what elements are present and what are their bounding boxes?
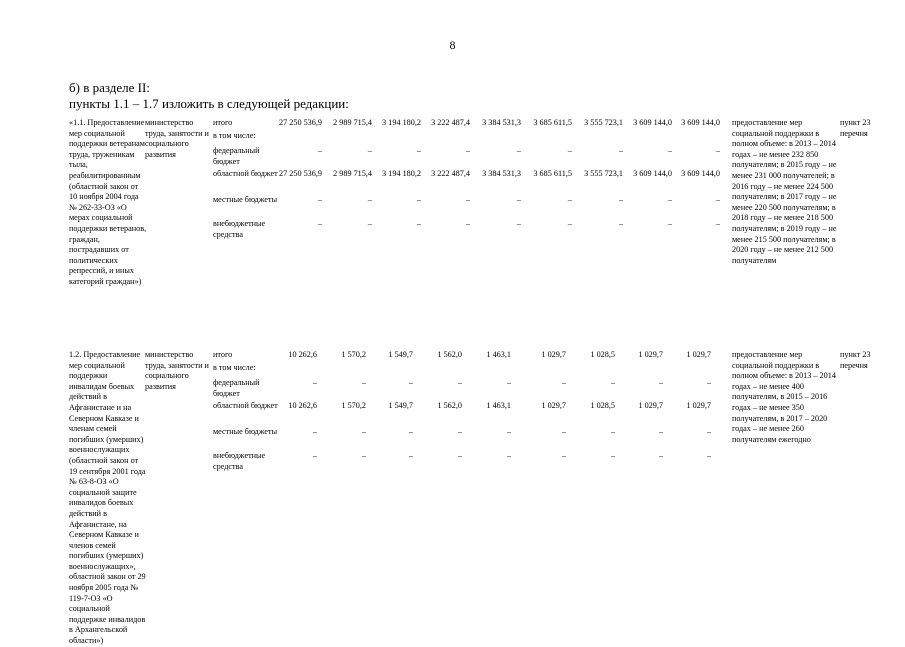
funding-row-label: местные бюджеты <box>213 427 278 436</box>
funding-value: – <box>506 427 511 436</box>
responsible-org: министерство труда, занятости и социального развития <box>145 118 209 159</box>
funding-value: – <box>706 378 711 387</box>
funding-value: – <box>561 427 566 436</box>
funding-value: – <box>408 451 413 460</box>
funding-value: 1 562,0 <box>437 350 462 359</box>
funding-value: 3 685 611,5 <box>533 169 572 178</box>
funding-row-label: местные бюджеты <box>213 195 278 204</box>
funding-value: 3 685 611,5 <box>533 118 572 127</box>
funding-value: 1 029,7 <box>638 401 663 410</box>
funding-row-label: в том числе: <box>213 363 256 372</box>
funding-row-label: итого <box>213 118 233 127</box>
funding-value: – <box>317 195 322 204</box>
funding-row-label: внебюджетные средства <box>213 219 266 239</box>
funding-value: – <box>408 378 413 387</box>
funding-value: – <box>317 146 322 155</box>
funding-value: 3 555 723,1 <box>584 118 623 127</box>
heading-line-2: пункты 1.1 – 1.7 изложить в следующей редакции: <box>69 96 349 111</box>
funding-value: 3 555 723,1 <box>584 169 623 178</box>
funding-value: – <box>457 378 462 387</box>
funding-value: – <box>567 146 572 155</box>
funding-value: – <box>658 427 663 436</box>
funding-value: 1 463,1 <box>486 401 511 410</box>
funding-value: 10 262,6 <box>288 350 317 359</box>
funding-value: – <box>516 146 521 155</box>
funding-value: 1 029,7 <box>638 350 663 359</box>
funding-value: 1 570,2 <box>341 350 366 359</box>
funding-value: – <box>618 195 623 204</box>
funding-value: 3 609 144,0 <box>681 118 720 127</box>
expected-result: предоставление мер социальной поддержки в полном объеме: в 2013 – 2014 годах – не менее 232 850 получателям; в 2015 году – не менее 231 000 получателей; в 2016 году – не менее 224 500 получателям; в 2017 году – не менее 220 500 получателям; в 2018 году – не менее 218 500 получателям; в 2019 году – не менее 215 500 получателям; в 2020 году – не менее 212 500 получателям <box>732 118 837 265</box>
funding-value: – <box>658 451 663 460</box>
funding-value: – <box>312 378 317 387</box>
funding-value: – <box>465 195 470 204</box>
heading-line-1: б) в разделе II: <box>69 80 150 95</box>
funding-row-label: федеральный бюджет <box>213 378 260 398</box>
funding-value: 1 549,7 <box>388 401 413 410</box>
funding-value: 3 194 180,2 <box>382 169 421 178</box>
funding-value: 10 262,6 <box>288 401 317 410</box>
funding-row-label: внебюджетные средства <box>213 451 266 471</box>
measure-name: «1.1. Предоставление мер социальной поддержки ветеранам труда, труженикам тыла, реабилитированным (областной закон от 10 ноября 2004 года № 262-33-ОЗ «О мерах социальной поддержки ветеранов, граждан, пострадавших от политических репрессий, и иных категорий граждан») <box>69 118 147 286</box>
funding-value: – <box>667 219 672 228</box>
funding-value: – <box>457 427 462 436</box>
funding-row-label: в том числе: <box>213 131 256 140</box>
funding-value: 27 250 536,9 <box>279 118 322 127</box>
funding-row-label: областной бюджет <box>213 401 278 410</box>
funding-value: – <box>408 427 413 436</box>
funding-value: – <box>561 378 566 387</box>
funding-value: – <box>361 378 366 387</box>
funding-value: 27 250 536,9 <box>279 169 322 178</box>
funding-value: – <box>667 195 672 204</box>
funding-value: 1 562,0 <box>437 401 462 410</box>
funding-value: – <box>361 451 366 460</box>
funding-row-label: федеральный бюджет <box>213 146 260 166</box>
funding-value: – <box>312 451 317 460</box>
funding-value: 3 384 531,3 <box>482 118 521 127</box>
funding-value: 1 029,7 <box>541 350 566 359</box>
funding-value: – <box>618 219 623 228</box>
funding-value: 1 029,7 <box>686 401 711 410</box>
funding-value: 3 222 487,4 <box>431 118 470 127</box>
funding-value: – <box>465 146 470 155</box>
funding-value: 2 989 715,4 <box>333 118 372 127</box>
funding-value: – <box>516 195 521 204</box>
list-reference: пункт 23 перечня <box>840 350 871 370</box>
funding-value: – <box>317 219 322 228</box>
funding-value: 2 989 715,4 <box>333 169 372 178</box>
funding-value: 3 222 487,4 <box>431 169 470 178</box>
funding-value: – <box>367 219 372 228</box>
funding-value: – <box>561 451 566 460</box>
funding-value: 1 028,5 <box>590 350 615 359</box>
funding-value: – <box>367 195 372 204</box>
funding-value: – <box>715 219 720 228</box>
funding-value: – <box>610 378 615 387</box>
funding-value: – <box>516 219 521 228</box>
funding-value: – <box>416 146 421 155</box>
funding-value: – <box>618 146 623 155</box>
funding-value: – <box>706 427 711 436</box>
funding-value: – <box>506 378 511 387</box>
funding-value: – <box>506 451 511 460</box>
funding-value: – <box>416 195 421 204</box>
funding-value: – <box>567 195 572 204</box>
responsible-org: министерство труда, занятости и социального развития <box>145 350 209 391</box>
funding-value: – <box>610 451 615 460</box>
funding-value: – <box>457 451 462 460</box>
funding-value: 1 029,7 <box>686 350 711 359</box>
funding-value: – <box>312 427 317 436</box>
funding-value: – <box>367 146 372 155</box>
funding-value: – <box>610 427 615 436</box>
funding-value: 1 029,7 <box>541 401 566 410</box>
funding-value: – <box>715 195 720 204</box>
funding-value: 3 609 144,0 <box>633 169 672 178</box>
funding-value: 1 570,2 <box>341 401 366 410</box>
funding-row-label: областной бюджет <box>213 169 278 178</box>
funding-value: – <box>465 219 470 228</box>
funding-value: 3 609 144,0 <box>681 169 720 178</box>
funding-value: – <box>706 451 711 460</box>
funding-value: 1 549,7 <box>388 350 413 359</box>
funding-value: – <box>658 378 663 387</box>
funding-value: 3 609 144,0 <box>633 118 672 127</box>
page-number: 8 <box>449 38 456 52</box>
funding-value: 1 463,1 <box>486 350 511 359</box>
funding-value: 3 384 531,3 <box>482 169 521 178</box>
list-reference: пункт 23 перечня <box>840 118 871 138</box>
funding-value: – <box>567 219 572 228</box>
funding-value: 1 028,5 <box>590 401 615 410</box>
funding-value: – <box>361 427 366 436</box>
funding-row-label: итого <box>213 350 233 359</box>
funding-value: – <box>667 146 672 155</box>
funding-value: 3 194 180,2 <box>382 118 421 127</box>
measure-name: 1.2. Предоставление мер социальной поддержки инвалидам боевых действий в Афганистане и на Северном Кавказе и членам семей погибших (умерших) военнослужащих (областной закон от 19 сентября 2001 года № 63-8-ОЗ «О социальной защите инвалидов боевых действий в Афганистане, на Северном Кавказе и членов семей погибших (умерших) военнослужащих», областной закон от 29 ноября 2005 года № 119-7-ОЗ «О социальной поддержке инвалидов в Архангельской области») <box>69 350 146 646</box>
funding-value: – <box>715 146 720 155</box>
funding-value: – <box>416 219 421 228</box>
expected-result: предоставление мер социальной поддержки в полном объеме: в 2013 – 2014 годах – не менее 400 получателям, в 2015 – 2016 годах – не менее 350 получателям, в 2017 – 2020 годах – не менее 260 получателям ежегодно <box>732 350 836 444</box>
